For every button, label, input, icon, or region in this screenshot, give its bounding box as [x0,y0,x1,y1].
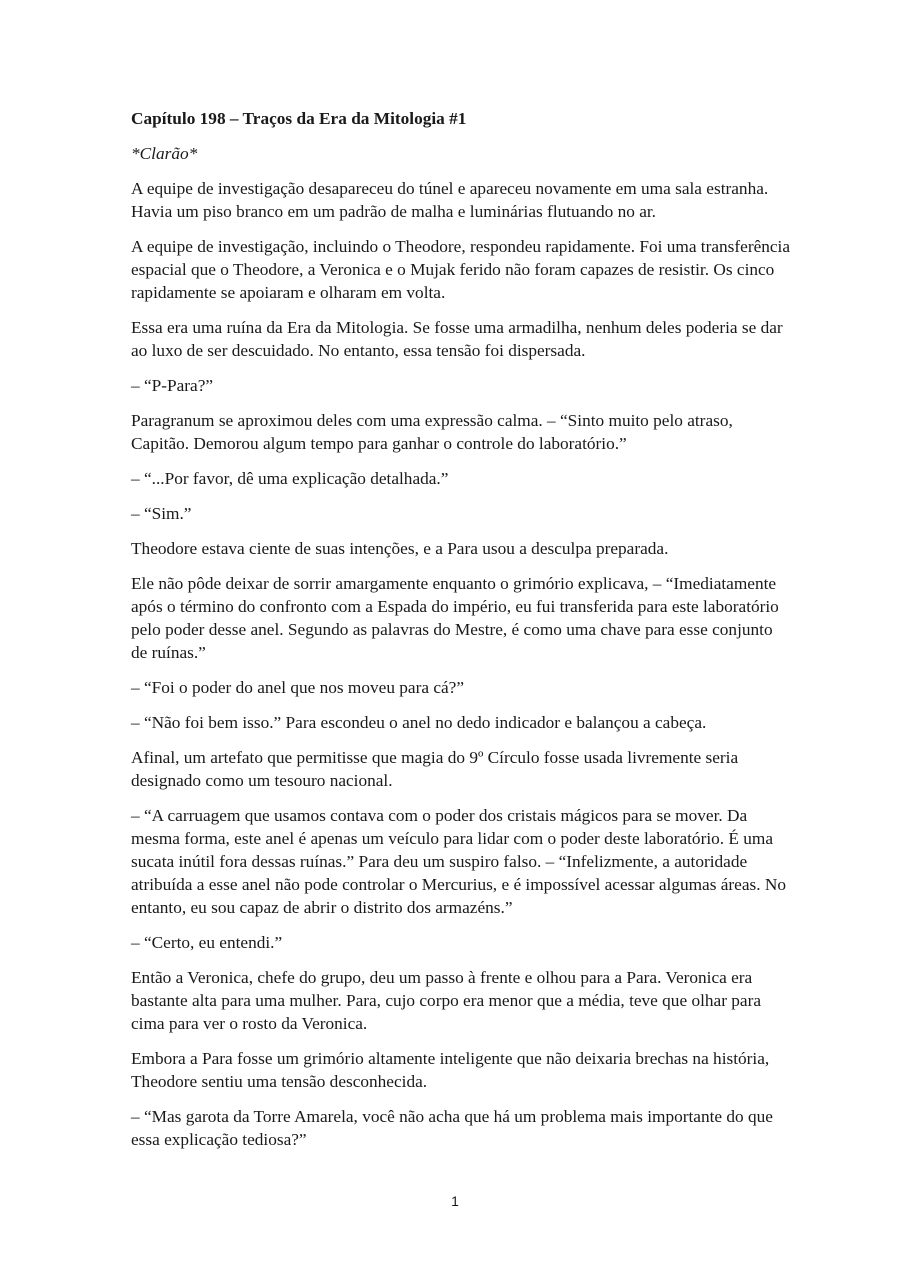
paragraph: Essa era uma ruína da Era da Mitologia. Se fosse uma armadilha, nenhum deles poderia se dar ao luxo de ser descuidado. No entanto, essa tensão foi dispersada. [131,318,783,360]
paragraph: – “Mas garota da Torre Amarela, você não acha que há um problema mais importante do que essa explicação tediosa?” [131,1107,773,1149]
paragraph: – “Não foi bem isso.” Para escondeu o anel no dedo indicador e balançou a cabeça. [131,713,707,732]
paragraph: – “A carruagem que usamos contava com o poder dos cristais mágicos para se mover. Da mesma forma, este anel é apenas um veículo para lidar com o poder deste laboratório. É uma sucata inútil fora dessas ruínas.” Para deu um suspiro falso. – “Infelizmente, a autoridade atribuída a esse anel não pode controlar o Mercurius, e é impossível acessar algumas áreas. No entanto, eu sou capaz de abrir o distrito dos armazéns.” [131,806,787,917]
paragraph: – “...Por favor, dê uma explicação detalhada.” [131,469,449,488]
paragraph: A equipe de investigação desapareceu do túnel e apareceu novamente em uma sala estranha. Havia um piso branco em um padrão de malha e luminárias flutuando no ar. [131,179,769,221]
paragraph: Embora a Para fosse um grimório altamente inteligente que não deixaria brechas na história, Theodore sentiu uma tensão desconhecida. [131,1049,770,1091]
paragraph: Paragranum se aproximou deles com uma expressão calma. – “Sinto muito pelo atraso, Capitão. Demorou algum tempo para ganhar o controle do laboratório.” [131,411,733,453]
paragraph: Afinal, um artefato que permitisse que magia do 9º Círculo fosse usada livremente seria designado como um tesouro nacional. [131,748,739,790]
paragraph: – “Sim.” [131,504,192,523]
page-number: 1 [451,1193,459,1209]
document-body [131,107,791,1163]
paragraph: – “Foi o poder do anel que nos moveu para cá?” [131,678,465,697]
paragraph: – “Certo, eu entendi.” [131,933,283,952]
paragraph: A equipe de investigação, incluindo o Theodore, respondeu rapidamente. Foi uma transferência espacial que o Theodore, a Veronica e o Mujak ferido não foram capazes de resistir. Os cinco rapidamente se apoiaram e olharam em volta. [131,237,791,302]
paragraph: Então a Veronica, chefe do grupo, deu um passo à frente e olhou para a Para. Veronica era bastante alta para uma mulher. Para, cujo corpo era menor que a média, teve que olhar para cima para ver o rosto da Veronica. [131,968,762,1033]
paragraph: – “P-Para?” [131,376,214,395]
chapter-title: Capítulo 198 – Traços da Era da Mitologia #1 [131,109,467,128]
paragraph-sound-effect: *Clarão* [131,144,198,163]
paragraph: Ele não pôde deixar de sorrir amargamente enquanto o grimório explicava, – “Imediatamente após o término do confronto com a Espada do império, eu fui transferida para este laboratório pelo poder desse anel. Segundo as palavras do Mestre, é como uma chave para esse conjunto de ruínas.” [131,574,779,662]
paragraph: Theodore estava ciente de suas intenções, e a Para usou a desculpa preparada. [131,539,669,558]
